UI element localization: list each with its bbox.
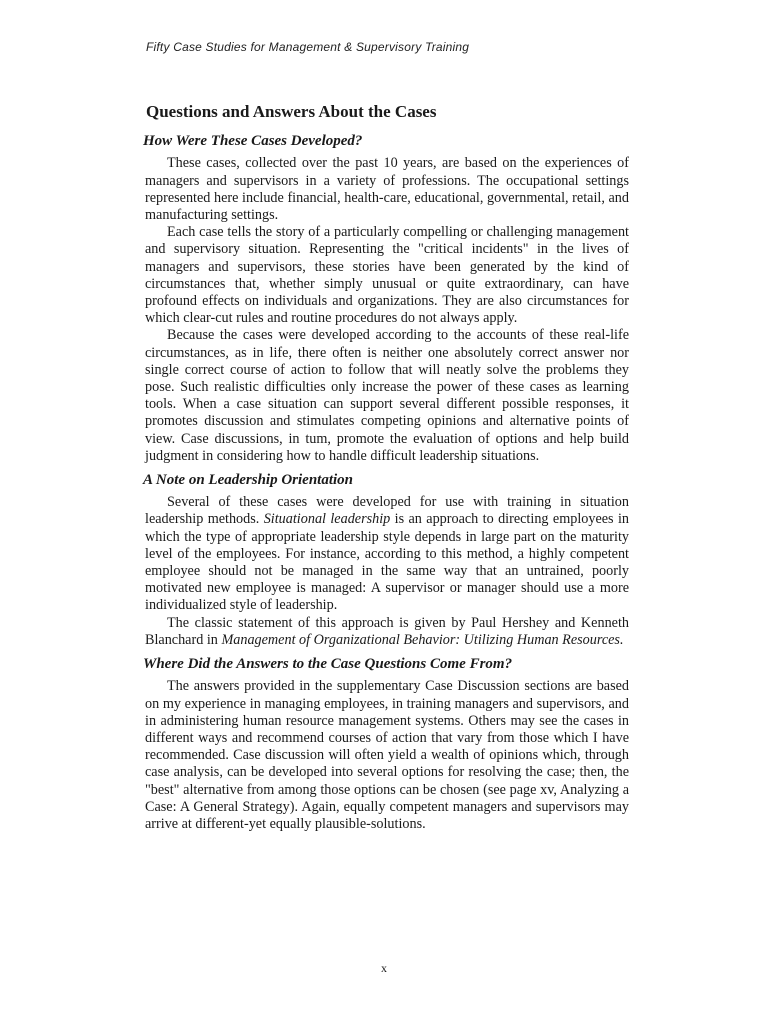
section-answers-source (145, 656, 629, 833)
book-title: Management of Organizational Behavior: Utilizing Human Resources. (221, 631, 624, 648)
paragraph: The answers provided in the supplementary Case Discussion sections are based on my experience in managing employees, in training managers and supervisors, and in administering human resource management systems. Others may see the cases in different ways and recommend courses of action that vary from those which I have recommended. Case discussion will often yield a wealth of opinions which, through case analysis, can be developed into several options for resolving the case; then, the "best" alternative from among those options can be chosen (see page xv, Analyzing a Case: A General Strategy). Again, equally competent managers and supervisors may arrive at different-yet equally plausible-solutions. (145, 678, 629, 832)
page-number: x (381, 961, 387, 975)
paragraph (145, 615, 629, 649)
page-title: Questions and Answers About the Cases (146, 102, 437, 121)
running-header: Fifty Case Studies for Management & Supervisory Training (146, 40, 470, 54)
text-run: is an approach to directing employees in which the type of appropriate leadership style depends in large part on the maturity level of the employees. For instance, according to this method, a highly competent employee should not be managed in the same way that an untrained, poorly motivated new employee is managed: A supervisor or manager should use a more individualized style of leadership. (145, 511, 629, 614)
section-heading: Where Did the Answers to the Case Questions Come From? (143, 656, 513, 673)
section-leadership-orientation (145, 472, 629, 649)
page-body (145, 100, 629, 833)
paragraph: Because the cases were developed according to the accounts of these real-life circumstances, as in life, there often is neither one absolutely correct answer nor single correct course of action to follow that will neatly solve the problems they pose. Such realistic difficulties only increase the power of these cases as learning tools. When a case situation can support several different possible responses, it promotes discussion and stimulates competing opinions and alternative points of view. Case discussions, in tum, promote the evaluation of options and help build judgment in considering how to handle difficult leadership situations. (145, 327, 629, 464)
text-run: Several of these cases were developed for use with training in situation leadership methods. (145, 494, 629, 528)
section-heading: A Note on Leadership Orientation (143, 472, 354, 489)
paragraph: Each case tells the story of a particularly compelling or challenging management and supervisory situation. Representing the "critical incidents" in the lives of managers and supervisors, these stories have been generated by the kind of circumstances that, whether simply unusual or quite extraordinary, can have profound effects on individuals and organizations. They are also circumstances for which clear-cut rules and routine procedures do not always apply. (145, 224, 629, 327)
paragraph (145, 494, 629, 614)
text-run: The classic statement of this approach is given by Paul Hershey and Kenneth Blanchard in (145, 614, 629, 648)
section-heading: How Were These Cases Developed? (143, 133, 363, 150)
paragraph: These cases, collected over the past 10 years, are based on the experiences of managers and supervisors in a variety of professions. The occupational settings represented here include financial, health-care, educational, governmental, retail, and manufacturing settings. (145, 155, 629, 224)
emphasis-term: Situational leadership (263, 511, 391, 528)
section-cases-developed (145, 133, 629, 465)
